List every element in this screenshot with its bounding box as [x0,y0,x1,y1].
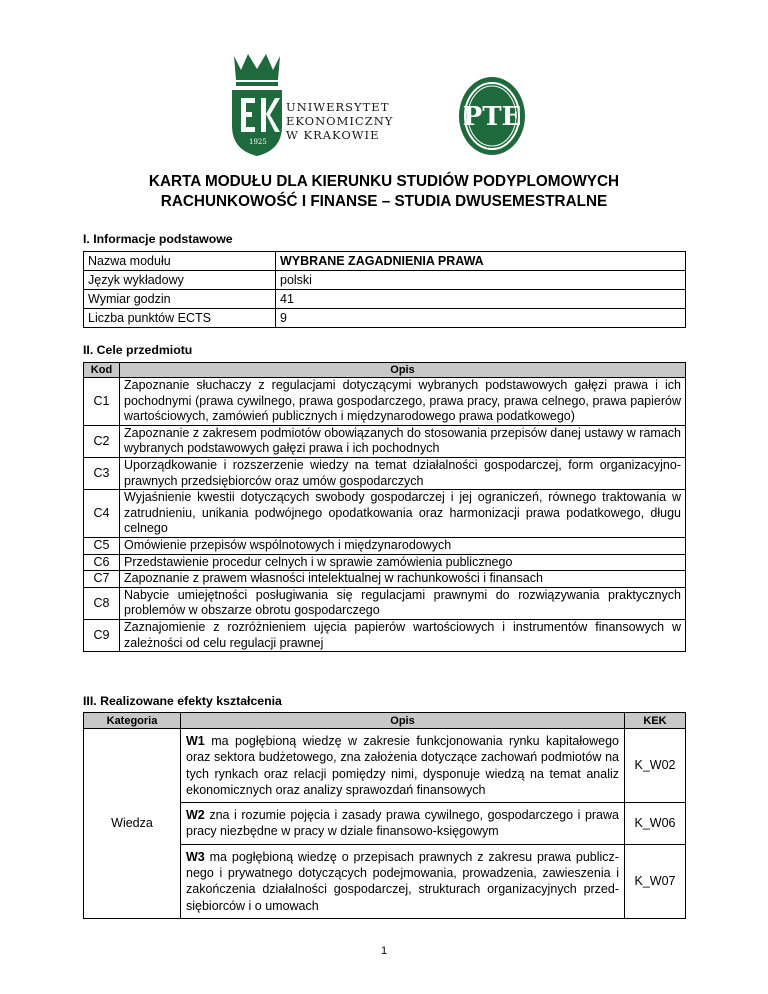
goal-code: C2 [84,425,120,457]
goal-code: C3 [84,457,120,489]
basic-info-table [83,251,686,328]
goal-description: Zapoznanie z prawem własności intelektualnej w rachunkowości i finansach [120,571,686,588]
column-header-opis: Opis [120,363,686,378]
uek-logo [228,50,398,160]
outcome-text: zna i rozumie pojęcia i zasady prawa cywilnego, gospodarczego i prawa pracy niezbędne w pracy w dziale finansowo-księgowym [186,808,619,839]
uek-name: UNIWERSYTET EKONOMICZNY W KRAKOWIE [286,100,394,142]
info-label: Wymiar godzin [84,290,276,309]
outcome-code: W2 [186,808,205,823]
table-row [84,378,686,426]
goal-code: C8 [84,587,120,619]
goal-description: Przedstawienie procedur celnych i w sprawie zamówienia publicznego [120,554,686,571]
goal-code: C7 [84,571,120,588]
section-2-heading: II. Cele przedmiotu [83,343,193,357]
goal-description: Zapoznanie z zakresem podmiotów obowiązanych do stosowania przepisów danej ustawy w ramach wybranych podstawowych gałęzi prawa i ich pochodnych [120,425,686,457]
goal-description: Nabycie umiejętności posługiwania się regulacjami prawnymi do rozwiązywania praktycznych problemów w obszarze obrotu gospodarczego [120,587,686,619]
outcome-text: ma pogłębioną wiedzę o przepisach prawnych z zakresu prawa publicz-nego i prywatnego dotyczących podejmowania, prowadzenia, zawieszenia i zakończenia działalności gospodarczej, strukturach organizacyjnych przed-siębiorców i o umowach [186,849,619,913]
logos-header [0,50,768,160]
goal-code: C6 [84,554,120,571]
info-value: 41 [276,290,686,309]
outcome-description [181,803,625,845]
table-row [84,554,686,571]
pte-letters: PTE [462,102,522,132]
goal-description: Zaznajomienie z rozróżnieniem ujęcia papierów wartościowych i instrumentów finansowych w zależności od celu regulacji prawnej [120,619,686,651]
table-row [84,252,686,271]
outcome-description [181,729,625,803]
learning-outcomes-table [83,712,686,919]
column-header-kod: Kod [84,363,120,378]
column-header-kategoria: Kategoria [84,713,181,729]
uek-year: 1925 [249,138,267,146]
table-row [84,587,686,619]
goal-code: C1 [84,378,120,426]
document-title [0,172,768,212]
table-row [84,571,686,588]
goal-description: Zapoznanie słuchaczy z regulacjami dotyczącymi wybranych podstawowych gałęzi prawa i ich pochodnymi (prawa cywilnego, prawa gospodarczego, prawa pracy, prawa celnego, prawa papierów wartościowych, zamówień publicznych i międzynarodowego prawa podatkowego) [120,378,686,426]
goal-code: C4 [84,490,120,538]
goal-description: Wyjaśnienie kwestii dotyczących swobody gospodarczej i jej ograniczeń, równego traktowania w zatrudnieniu, unikania podwójnego opodatkowania oraz harmonizacji prawa podatkowego, długu celnego [120,490,686,538]
outcome-code: W1 [186,734,205,748]
column-header-kek: KEK [625,713,686,729]
goal-code: C9 [84,619,120,651]
table-row [84,457,686,489]
category-cell: Wiedza [84,729,181,919]
section-1-heading: I. Informacje podstawowe [83,232,233,246]
table-row [84,729,686,803]
goal-description: Uporządkowanie i rozszerzenie wiedzy na temat działalności gospodarczej, form organizacyjno-prawnych przedsiębiorców oraz umów gospodarczych [120,457,686,489]
table-row [84,537,686,554]
title-line-2: RACHUNKOWOŚĆ I FINANSE – STUDIA DWUSEMESTRALNE [160,193,608,210]
section-3-heading: III. Realizowane efekty kształcenia [83,694,282,708]
kek-code: K_W02 [625,729,686,803]
info-value: 9 [276,309,686,328]
outcome-text: ma pogłębioną wiedzę w zakresie funkcjonowania rynku kapitałowego oraz sektora budżetowego, zna założenia dotyczące zachowań podmiotów na tych rynkach oraz relacji pomiędzy nimi, dysponuje wiedzą na temat analiz ekonomicznych oraz analizy sprawozdań finansowych [186,734,620,797]
info-value: WYBRANE ZAGADNIENIA PRAWA [276,252,686,271]
table-header-row [84,713,686,729]
outcome-code: W3 [186,849,205,864]
table-row [84,619,686,651]
table-row [84,490,686,538]
title-line-1: KARTA MODUŁU DLA KIERUNKU STUDIÓW PODYPLOMOWYCH [148,173,620,190]
info-label: Język wykładowy [84,271,276,290]
info-value: polski [276,271,686,290]
goals-table [83,362,686,652]
goal-description: Omówienie przepisów wspólnotowych i międzynarodowych [120,537,686,554]
outcome-description [181,844,625,918]
table-row [84,290,686,309]
info-label: Liczba punktów ECTS [84,309,276,328]
kek-code: K_W07 [625,844,686,918]
table-row [84,425,686,457]
table-header-row [84,363,686,378]
kek-code: K_W06 [625,803,686,845]
table-row [84,271,686,290]
pte-logo-icon [457,75,527,157]
page-number: 1 [380,945,388,957]
column-header-opis: Opis [181,713,625,729]
goal-code: C5 [84,537,120,554]
table-row [84,309,686,328]
info-label: Nazwa modułu [84,252,276,271]
